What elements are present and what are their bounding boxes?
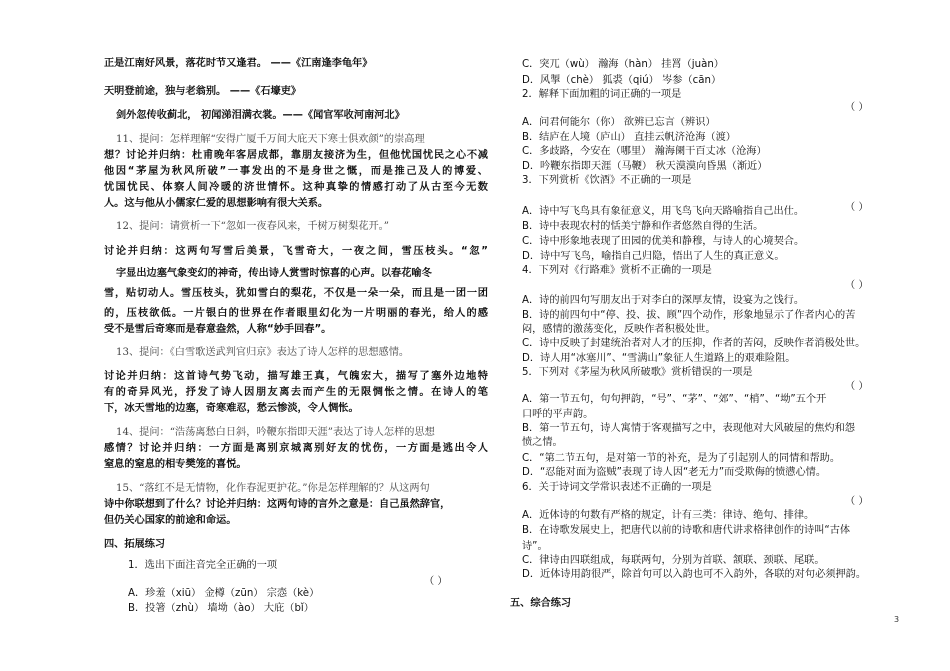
right-text-line: A．问君何能尔（你） 欲辨已忘言（辨识） [522,117,716,128]
left-text-line: 天明登前途，独与老翁别。 ——《石壕吏》 [104,86,302,97]
right-text-line: A．诗中写飞鸟具有象征意义，用飞鸟飞向天路喻指自己出仕。 [522,206,805,217]
right-text-line: 5．下列对《茅屋为秋风所破歌》赏析错误的一项是 [522,367,753,378]
left-text-line: 人。这与他从小儒家仁爱的思想影响有很大关系。 [104,198,329,209]
left-text-line: （ ） [424,576,448,587]
left-text-line: 想？讨论并归纳：杜甫晚年客居成都，靠朋友接济为生，但他忧国忧民之心不减 [104,150,488,161]
right-text-line: C．突兀（wù） 瀚海（hàn） 挂罥（juàn） [522,59,724,70]
right-text-line: D．风掣（chè） 狐裘（qiú） 岑参（cān） [522,75,722,86]
left-text-line: 字显出边塞气象变幻的神奇，传出诗人赏雪时惊喜的心声。以春花喻冬 [116,268,432,279]
right-text-line: D．诗人用“冰塞川”、“雪满山”象征人生道路上的艰难险阻。 [522,353,796,364]
left-text-line: 讨论并归纳：这首诗气势飞动，描写雄王真，气魄宏大，描写了塞外边地特 [104,371,488,382]
right-text-line: 2．解释下面加粗的词正确的一项是 [522,89,682,100]
right-text-line: A．第一节五句，句句押韵，“号”、“茅”、“郊”、“梢”、“坳”五个开 [522,394,827,405]
left-text-line: 14、提问：“浩荡离愁白日斜，吟鞭东指即天涯”表达了诗人怎样的思想 [116,427,435,438]
left-text-line: 受不是雪后奇寒而是春意盎然，人称“妙手回春”。 [104,324,332,335]
right-text-line: B．第一节五句，诗人寓情于客观描写之中，表现他对大风破屋的焦灼和怨 [522,423,855,434]
left-text-line: 正是江南好风景，落花时节又逢君。 ——《江南逢李龟年》 [104,58,373,69]
left-text-line: 1．选出下面注音完全正确的一项 [128,560,278,571]
right-text-line: 口呼的平声韵。 [522,409,594,420]
left-text-line: 的，压枝欲低。一片银白的世界在作者眼里幻化为一片明丽的春光，给人的感 [104,308,488,319]
right-text-line: 闷，感情的激荡变化，反映作者积极处世。 [522,324,716,335]
left-text-line: B．投箸（zhù） 墙坳（ào） 大庇（bǐ） [128,603,314,614]
left-text-line: 讨论并归纳：这两句写雪后美景，飞雪奇大，一夜之间，雪压枝头。“忽” [104,246,488,257]
left-text-line: 下，冰天雪地的边塞，奇寒难忍，愁云惨淡，令人惆怅。 [104,403,359,414]
left-text-line: 但仍关心国家的前途和命运。 [104,515,237,526]
left-text-line: 15、“落红不是无情物，化作春泥更护花。”你是怎样理解的？从这两句 [116,483,430,494]
right-text-line: B．诗中表现农村的恬美宁静和作者悠然自得的生活。 [522,221,764,232]
right-text-line: D．诗中写飞鸟，喻指自己归隐，悟出了人生的真正意义。 [522,251,785,262]
right-text-line: 五、综合练习 [510,598,572,609]
left-text-line: 12、提问：请赏析一下“忽如一夜春风来，千树万树梨花开。” [116,221,389,232]
left-text-line: A．珍羞（xiū） 金樽（zūn） 宗悫（kè） [128,588,320,599]
right-text-line: （ ） [845,102,869,113]
left-text-line: 四、拓展练习 [104,539,166,550]
left-text-line: 感情？讨论并归纳：一方面是离别京城离别好友的忧伤，一方面是逃出令人 [104,443,488,454]
right-text-line: C．律诗由四联组成，每联两句，分别为首联、颔联、颈联、尾联。 [522,555,825,566]
right-text-line: D．近体诗用韵很严，除首句可以入韵也可不入韵外，各联的对句必须押韵。 [522,569,867,580]
right-text-line: C．“第二节五句，是对第一节的补充，是为了引起别人的同情和帮助。 [522,453,841,464]
right-text-line: A．近体诗的句数有严格的规定，计有三类：律诗、绝句、排律。 [522,510,815,521]
left-text-line: 13、提问：《白雪歌送武判官归京》表达了诗人怎样的思想感情。 [116,347,410,358]
right-text-line: D．吟鞭东指即天涯（马鞭） 秋天漠漠向昏黑（渐近） [522,161,768,172]
right-text-line: D．“忍能对面为盗贼”表现了诗人因“老无力”而受欺侮的愤懑心情。 [522,467,827,478]
right-text-line: （ ） [845,202,869,213]
left-text-line: 诗中你联想到了什么？讨论并归纳：这两句诗的言外之意是：自己虽然辞官， [104,499,451,510]
right-text-line: 愤之情。 [522,437,563,448]
right-text-line: C．诗中形象地表现了田园的优美和静穆，与诗人的心境契合。 [522,236,805,247]
right-text-line: C．多歧路，今安在（哪里） 瀚海阑干百丈冰（沧海） [522,146,767,157]
right-text-line: 4．下列对《行路难》赏析不正确的一项是 [522,265,712,276]
right-text-line: B．诗的前四句中“停、投、拔、顾”四个动作，形象地显示了作者内心的苦 [522,310,856,321]
left-text-line: 雪，贴切动人。雪压枝头，犹如雪白的梨花，不仅是一朵一朵，而且是一团一团 [104,288,488,299]
left-text-line: 11、提问：怎样理解“安得广厦千万间大庇天下寒士俱欢颜”的崇高理 [116,134,425,145]
right-text-line: A．诗的前四句写朋友出于对李白的深厚友情，设宴为之饯行。 [522,295,805,306]
left-text-line: 他因“茅屋为秋风所破”一事发出的不是身世之慨，而是推己及人的博爱、 [104,166,488,177]
left-text-line: 窒息的窒息的相专樊笼的喜悦。 [104,459,247,470]
right-text-line: 6．关于诗词文学常识表述不正确的一项是 [522,482,712,493]
left-text-line: 有的奇异风光，抒发了诗人因朋友离去而产生的无限惆怅之情。在诗人的笔 [104,387,488,398]
page-number: 3 [894,615,900,624]
right-text-line: （ ） [845,496,869,507]
right-text-line: C．诗中反映了封建统治者对人才的压抑，作者的苦闷，反映作者消极处世。 [522,338,866,349]
left-text-line: 忧国忧民、体察人间冷暖的济世情怀。这种真挚的情感打动了从古至今无数 [104,182,488,193]
right-text-line: 诗”。 [522,541,548,552]
right-text-line: 3．下列赏析《饮酒》不正确的一项是 [522,175,692,186]
right-text-line: （ ） [845,280,869,291]
left-text-line: 剑外忽传收蓟北， 初闻涕泪满衣裳。——《闻官军收河南河北》 [116,110,405,121]
right-text-line: （ ） [845,381,869,392]
right-text-line: B．结庐在人境（庐山） 直挂云帆济沧海（渡） [522,132,736,143]
right-text-line: B．在诗歌发展史上，把唐代以前的诗歌和唐代讲求格律创作的诗叫“古体 [522,525,851,536]
